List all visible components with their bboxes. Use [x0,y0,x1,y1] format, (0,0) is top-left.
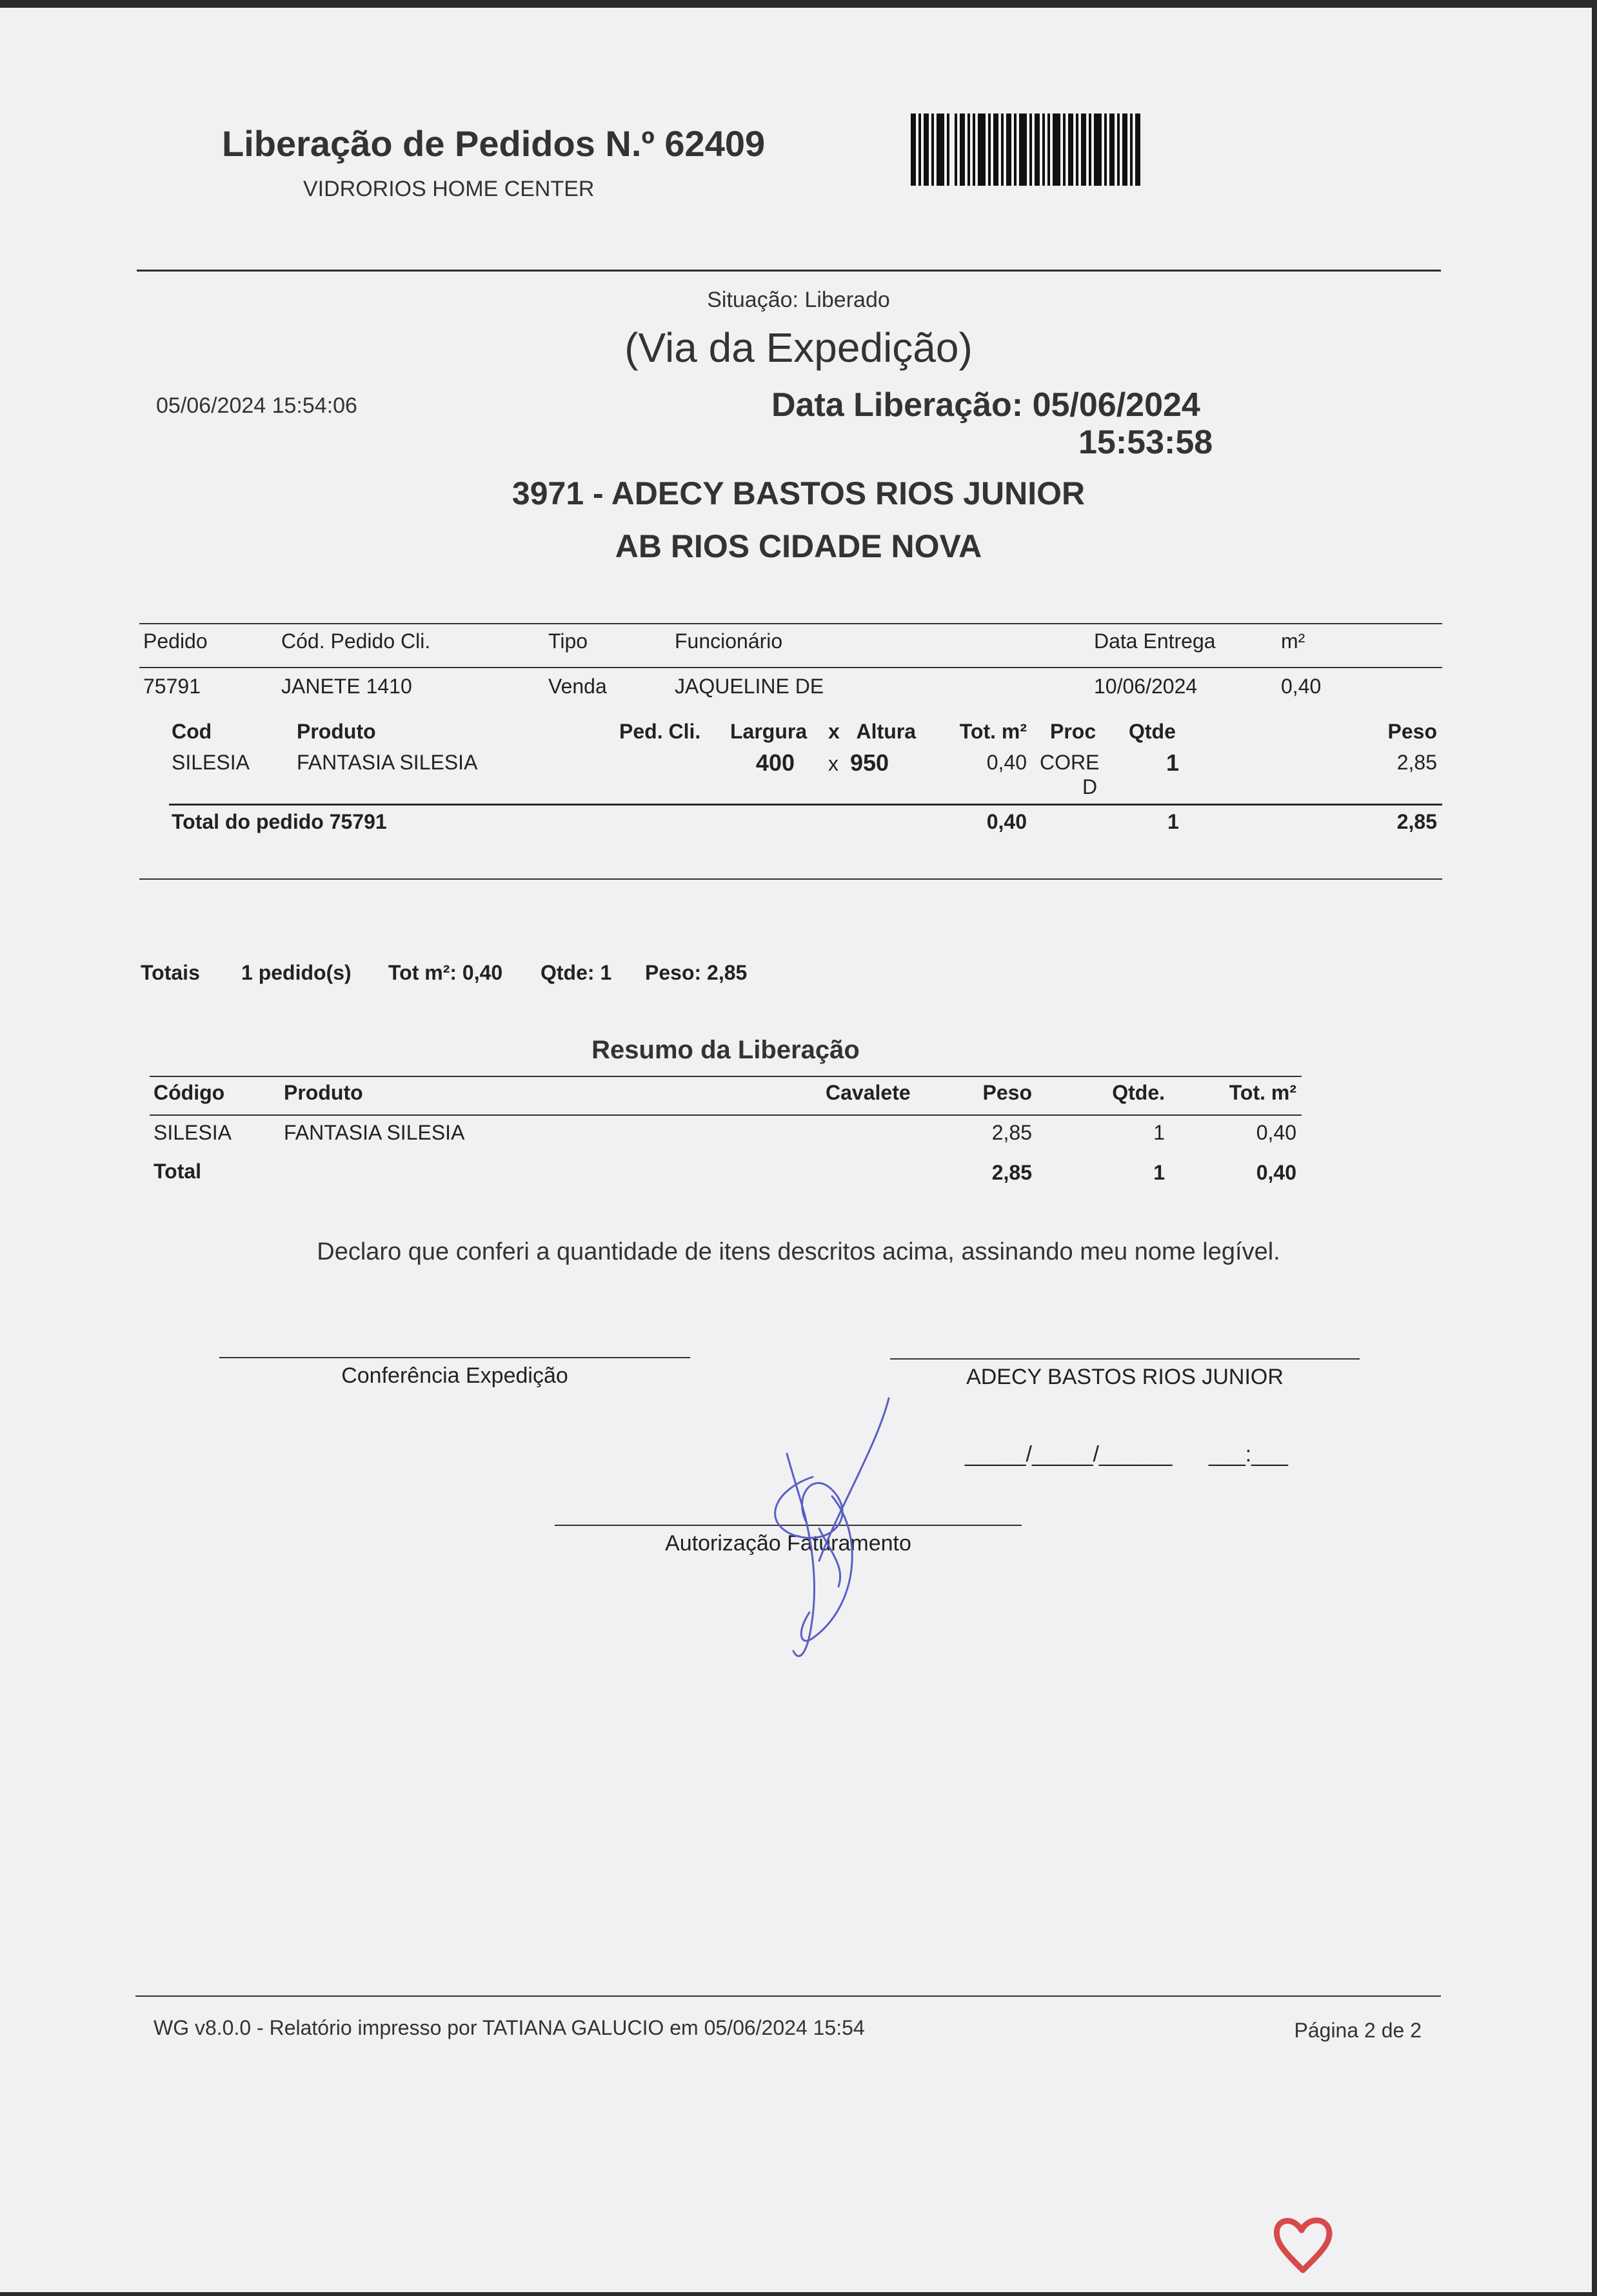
summary-title: Resumo da Liberação [591,1036,860,1064]
totals-qtde: Qtde: 1 [541,961,612,984]
signature-line-client [890,1358,1360,1360]
print-datetime: 05/06/2024 15:54:06 [156,393,357,418]
summary-row-tot-m2: 0,40 [1256,1121,1296,1144]
signature-label-autorizacao: Autorização Faturamento [665,1531,911,1556]
scan-bottom-edge [0,2292,1597,2296]
signature-line-conferencia [219,1357,690,1358]
summary-header-tot-m2: Tot. m² [1229,1081,1296,1104]
order-table-bottom-rule [139,878,1442,880]
scan-top-edge [0,0,1597,8]
totals-label: Totais [141,961,200,984]
item-proc-wrap: D [1082,775,1098,798]
totals-orders: 1 pedido(s) [241,961,352,984]
footer-print-info: WG v8.0.0 - Relatório impresso por TATIANA GALUCIO em 05/06/2024 15:54 [154,2016,865,2039]
customer-name: 3971 - ADECY BASTOS RIOS JUNIOR [511,475,1086,511]
order-total-peso: 2,85 [1396,810,1437,833]
col-header-m2: m² [1281,629,1305,653]
status-text: Situação: Liberado [707,288,890,312]
handwritten-signature [735,1393,942,1664]
summary-header-produto: Produto [284,1081,363,1104]
release-date-line [771,386,1200,424]
summary-total-tot-m2: 0,40 [1256,1161,1296,1184]
barcode-image [911,114,1140,186]
item-header-produto: Produto [297,720,376,743]
header-divider [137,270,1441,272]
item-header-cod: Cod [172,720,212,743]
summary-header-codigo: Código [154,1081,225,1104]
item-header-altura: Altura [856,720,916,743]
summary-row-qtde: 1 [1153,1121,1165,1144]
item-header-qtde: Qtde [1129,720,1176,743]
copy-label: (Via da Expedição) [624,324,973,371]
col-header-funcionario: Funcionário [675,629,783,653]
summary-row-codigo: SILESIA [154,1121,232,1144]
totals-peso: Peso: 2,85 [645,961,748,984]
item-total-rule [169,804,1442,806]
release-date: 05/06/2024 [1032,386,1200,424]
summary-header-peso: Peso [982,1081,1032,1104]
signature-label-client: ADECY BASTOS RIOS JUNIOR [966,1365,1284,1389]
item-header-peso: Peso [1387,720,1437,743]
totals-m2: Tot m²: 0,40 [388,961,503,984]
item-tot-m2: 0,40 [986,751,1027,774]
item-header-proc: Proc [1050,720,1096,743]
col-header-cod-pedido-cli: Cód. Pedido Cli. [281,629,431,653]
order-table-top-rule [139,623,1442,624]
order-total-m2: 0,40 [986,810,1027,833]
summary-row-produto: FANTASIA SILESIA [284,1121,465,1144]
item-header-tot-m2: Tot. m² [959,720,1027,743]
summary-header-qtde: Qtde. [1112,1081,1165,1104]
footer-page-number: Página 2 de 2 [1294,2019,1422,2042]
item-product: FANTASIA SILESIA [297,751,478,774]
declaration-text: Declaro que conferi a quantidade de itens descritos acima, assinando meu nome legível. [317,1238,1280,1265]
col-header-pedido: Pedido [143,629,208,653]
order-total-qtde: 1 [1167,810,1179,833]
order-table-header-rule [139,667,1442,668]
summary-row-peso: 2,85 [991,1121,1032,1144]
delivery-date: 10/06/2024 [1094,675,1198,698]
order-number: 75791 [143,675,201,698]
date-blank-field: _____/_____/______ [965,1442,1173,1467]
heart-doodle [1272,2213,1334,2275]
summary-top-rule [150,1076,1302,1077]
summary-total-qtde: 1 [1153,1161,1165,1184]
item-header-x: x [828,720,840,743]
summary-header-rule [150,1114,1302,1116]
employee-name: JAQUELINE DE [675,675,824,698]
col-header-data-entrega: Data Entrega [1094,629,1216,653]
footer-rule [135,1995,1441,1997]
order-m2: 0,40 [1281,675,1322,698]
item-x: x [828,752,838,775]
summary-total-peso: 2,85 [991,1161,1032,1184]
release-label: Data Liberação: [771,386,1024,424]
time-blank-field: ___:___ [1209,1442,1288,1467]
item-proc: CORE [1040,751,1100,774]
item-header-largura: Largura [730,720,808,743]
col-header-tipo: Tipo [548,629,588,653]
item-width: 400 [755,749,795,776]
item-qtde: 1 [1166,749,1180,776]
company-name: VIDRORIOS HOME CENTER [303,177,595,201]
item-peso: 2,85 [1396,751,1437,774]
item-code: SILESIA [172,751,250,774]
order-type: Venda [548,675,607,698]
customer-store: AB RIOS CIDADE NOVA [615,528,982,564]
summary-total-label: Total [154,1160,202,1183]
page-title: Liberação de Pedidos N.º 62409 [222,123,766,164]
release-time: 15:53:58 [1078,424,1213,461]
order-total-label: Total do pedido 75791 [172,810,387,833]
item-header-ped-cli: Ped. Cli. [619,720,701,743]
item-height: 950 [850,749,889,776]
client-order-code: JANETE 1410 [281,675,412,698]
summary-header-cavalete: Cavalete [826,1081,911,1104]
signature-label-conferencia: Conferência Expedição [341,1363,568,1388]
